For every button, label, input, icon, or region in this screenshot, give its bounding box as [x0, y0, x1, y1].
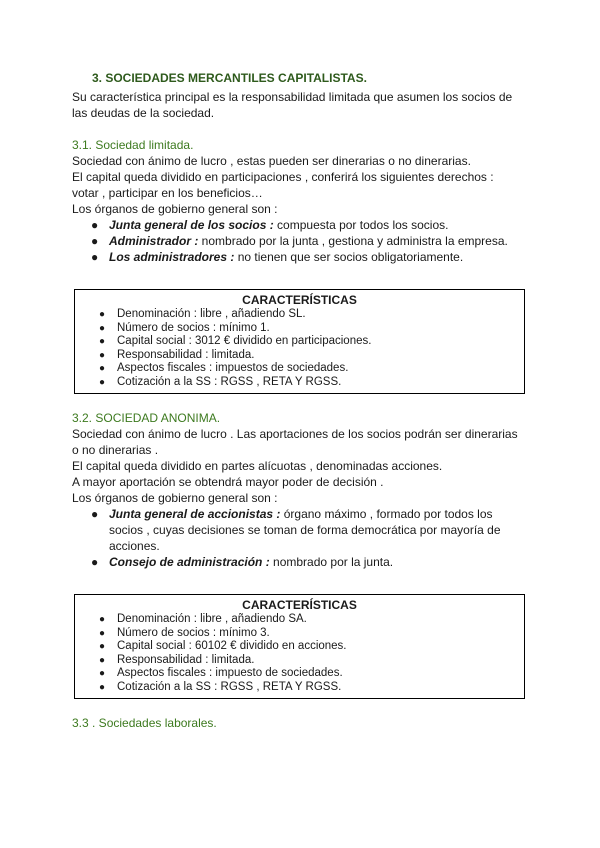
box-title: CARACTERÍSTICAS: [242, 293, 357, 307]
list-item-continuation: [72, 538, 528, 554]
paragraph-line: o no dinerarias .: [72, 443, 159, 457]
characteristics-box-sl: [74, 289, 525, 394]
organ-desc: nombrado por la junta , gestiona y administra la empresa.: [198, 234, 508, 248]
paragraph-line: Sociedad con ánimo de lucro , estas pueden ser dinerarias o no dinerarias.: [72, 154, 471, 168]
governing-bodies-list: [72, 217, 528, 265]
list-item: [72, 217, 528, 233]
organ-desc: nombrado por la junta.: [269, 555, 394, 569]
bullet-icon: ●: [91, 218, 99, 232]
organ-term: Consejo de administración :: [109, 555, 270, 569]
bullet-icon: ●: [99, 349, 106, 361]
bullet-icon: ●: [99, 376, 106, 388]
organ-desc: no tienen que ser socios obligatoriamente.: [234, 250, 464, 264]
list-item: [81, 376, 518, 390]
list-item: [81, 667, 518, 681]
organ-desc-cont: acciones.: [109, 539, 160, 553]
list-item: [81, 654, 518, 668]
characteristics-box-sa: [74, 594, 525, 699]
bullet-icon: ●: [99, 627, 106, 639]
feature-text: Cotización a la SS : RGSS , RETA Y RGSS.: [117, 680, 342, 693]
paragraph-line: votar , participar en los beneficios…: [72, 186, 263, 200]
bullet-icon: ●: [99, 681, 106, 693]
intro-line: las deudas de la sociedad.: [72, 106, 215, 120]
bullet-icon: ●: [99, 322, 106, 334]
bullet-icon: ●: [91, 234, 99, 248]
organ-desc-cont: socios , cuyas decisiones se toman de forma democrática por mayoría de: [109, 523, 501, 537]
list-item: [81, 613, 518, 627]
paragraph-line: Sociedad con ánimo de lucro . Las aportaciones de los socios podrán ser dinerarias: [72, 427, 518, 441]
organ-term: Los administradores :: [109, 250, 235, 264]
list-item: [72, 233, 528, 249]
characteristics-list: [81, 308, 518, 389]
bullet-icon: ●: [91, 507, 99, 521]
organ-term: Administrador :: [109, 234, 199, 248]
feature-text: Cotización a la SS : RGSS , RETA Y RGSS.: [117, 375, 342, 388]
organ-term: Junta general de los socios :: [109, 218, 274, 232]
feature-text: Capital social : 3012 € dividido en participaciones.: [117, 335, 372, 347]
bullet-icon: ●: [99, 654, 106, 666]
paragraph-line: Los órganos de gobierno general son :: [72, 491, 278, 505]
feature-text: Aspectos fiscales : impuesto de sociedades.: [117, 667, 343, 679]
box-title: CARACTERÍSTICAS: [242, 598, 357, 612]
paragraph-line: El capital queda dividido en partes alícuotas , denominadas acciones.: [72, 459, 443, 473]
bullet-icon: ●: [99, 641, 106, 652]
bullet-icon: ●: [99, 614, 106, 625]
list-item: [81, 627, 518, 641]
section-heading: 3. SOCIEDADES MERCANTILES CAPITALISTAS.: [92, 71, 367, 85]
bullet-icon: ●: [99, 336, 106, 347]
feature-text: Número de socios : mínimo 3.: [117, 626, 270, 639]
subsection-title-laborales: 3.3 . Sociedades laborales.: [72, 716, 217, 730]
feature-text: Responsabilidad : limitada.: [117, 653, 255, 666]
organ-desc: compuesta por todos los socios.: [273, 218, 449, 232]
list-item: [81, 322, 518, 336]
bullet-icon: ●: [99, 363, 106, 374]
paragraph-line: A mayor aportación se obtendrá mayor poder de decisión .: [72, 475, 384, 489]
list-item: [81, 362, 518, 376]
list-item: [72, 506, 528, 522]
list-item-continuation: [72, 522, 528, 538]
feature-text: Denominación : libre , añadiendo SL.: [117, 308, 306, 320]
feature-text: Capital social : 60102 € dividido en acciones.: [117, 640, 347, 652]
list-item: [81, 349, 518, 363]
list-item: [81, 308, 518, 322]
subsection-title-sl: 3.1. Sociedad limitada.: [72, 138, 194, 152]
feature-text: Responsabilidad : limitada.: [117, 348, 255, 361]
subsection-title-sa: 3.2. SOCIEDAD ANONIMA.: [72, 411, 221, 425]
paragraph-line: El capital queda dividido en participaciones , conferirá los siguientes derechos :: [72, 170, 494, 184]
feature-text: Número de socios : mínimo 1.: [117, 321, 270, 334]
feature-text: Aspectos fiscales : impuestos de sociedades.: [117, 362, 349, 374]
list-item: [72, 249, 528, 265]
organ-desc: órgano máximo , formado por todos los: [280, 507, 493, 521]
list-item: [72, 554, 528, 570]
characteristics-list: [81, 613, 518, 694]
bullet-icon: ●: [99, 668, 106, 679]
feature-text: Denominación : libre , añadiendo SA.: [117, 613, 307, 625]
bullet-icon: ●: [99, 309, 106, 320]
intro-line: Su característica principal es la responsabilidad limitada que asumen los socios de: [72, 90, 513, 104]
paragraph-line: Los órganos de gobierno general son :: [72, 202, 278, 216]
governing-bodies-list: [72, 506, 528, 570]
bullet-icon: ●: [91, 555, 99, 569]
organ-term: Junta general de accionistas :: [109, 507, 281, 521]
list-item: [81, 640, 518, 654]
list-item: [81, 681, 518, 695]
document-page: [72, 70, 528, 731]
list-item: [81, 335, 518, 349]
bullet-icon: ●: [91, 250, 99, 264]
